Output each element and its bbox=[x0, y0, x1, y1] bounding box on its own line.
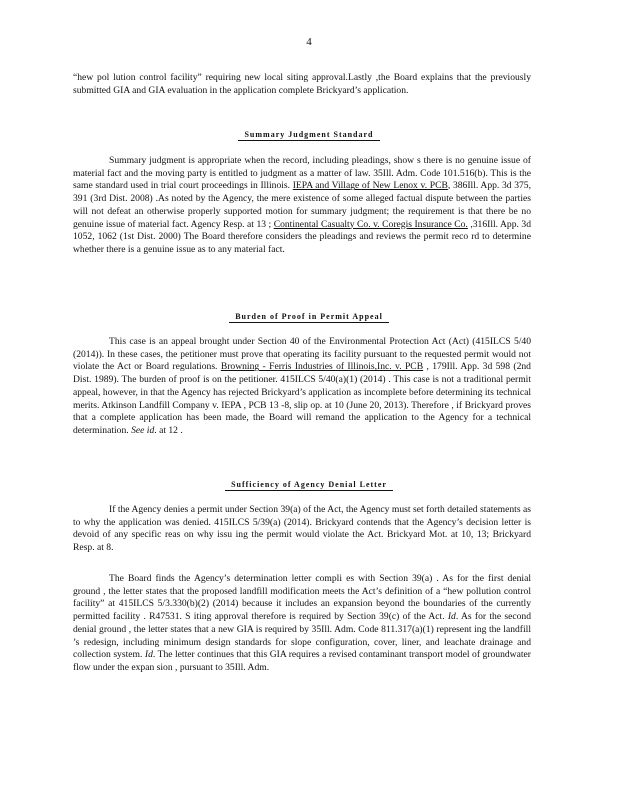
heading-text: Summary Judgment Standard bbox=[238, 130, 379, 141]
paragraph-summary-judgment bbox=[73, 155, 531, 257]
paragraph-text bbox=[73, 155, 531, 257]
case-citation: Browning - Ferris Industries of Illinois,Inc. v. PCB bbox=[220, 361, 424, 373]
section-heading-summary-judgment bbox=[0, 130, 618, 141]
text-run: . at 12 . bbox=[154, 424, 183, 436]
signal-see-id: See id bbox=[131, 424, 155, 436]
paragraph-text bbox=[73, 573, 531, 675]
text-run: . The letter continues that this GIA requires a revised contaminant transport model of groundwater flow under the expan sion , pursuant to 35Ill. Adm. bbox=[73, 649, 531, 673]
paragraph-text: If the Agency denies a permit under Section 39(a) of the Act, the Agency must set forth detailed statements as to why the application was denied. 415ILCS 5/39(a) (2014). Brickyard contends that the Agency’s decision letter is devoid of any specific reas on why issu ing the permit would violate the Act. Brickyard Mot. at 10, 13; Brickyard Resp. at 8. bbox=[73, 504, 531, 554]
signal-id: Id bbox=[447, 611, 456, 623]
paragraph-burden-of-proof bbox=[73, 336, 531, 438]
section-heading-sufficiency bbox=[0, 480, 618, 491]
heading-text: Sufficiency of Agency Denial Letter bbox=[225, 480, 393, 491]
text-run: . As for the second denial ground , the letter states that a new GIA is required by 35Ill. Adm. Code 811.317(a)(1) represent ing the landfill ’s redesign, including minimum design standards for slope configuration, cover, liner, and leachate drainage and collection system. bbox=[73, 611, 531, 661]
text-run: , 179Ill. App. 3d 598 (2nd Dist. 1989). The burden of proof is on the petitioner. 415ILCS 5/40(a)(1) (2014) . This case is not a traditional permit appeal, however, in that the Agency has rejected Brickyard’s application as incomplete before determining its technical merits. Atkinson Landfill Company v. IEPA , PCB 13 -8, slip op. at 10 (June 20, 2013). Therefore , if Brickyard proves that a complete application has been made, the Board will remand the application to the Agency for a technical determination. bbox=[73, 361, 531, 436]
text-run: This case is an appeal brought under Section 40 of the Environmental Protection Act (Act) (415ILCS 5/40 (2014)). In these cases, the petitioner must prove that operating its facility pursuant to the requested permit would not violate the Act or Board regulations. bbox=[73, 336, 531, 373]
case-citation: IEPA and Village of New Lenox v. PCB bbox=[292, 180, 448, 192]
paragraph-text: “hew pol lution control facility” requiring new local siting approval.Lastly ,the Board explains that the previously submitted GIA and GIA evaluation in the application complete Brickyard’s application. bbox=[73, 72, 531, 96]
section-heading-burden-of-proof bbox=[0, 312, 618, 323]
text-run: ,316Ill. App. 3d 1052, 1062 (1st Dist. 2000) The Board therefore considers the pleadings and reviews the permit reco rd to determine whether there is a genuine issue as to any material fact. bbox=[73, 218, 531, 255]
text-run: The Board finds the Agency’s determination letter compli es with Section 39(a) . As for the first denial ground , the letter states that the proposed landfill modification meets the Act’s definition of a “hew pollution control facility” at 415ILCS 5/3.330(b)(2) (2014) because it includes an expansion beyond the boundaries of the currently permitted facility . R47531. S iting approval therefore is required by Section 39(c) of the Act. bbox=[73, 573, 531, 623]
case-citation: Continental Casualty Co. v. Coregis Insurance Co. bbox=[273, 218, 468, 230]
paragraph-text bbox=[73, 336, 531, 438]
paragraph-board-finding bbox=[73, 573, 531, 675]
paragraph-intro-continuation bbox=[73, 72, 531, 97]
text-run: , 386Ill. App. 3d 375, 391 (3rd Dist. 2008) .As noted by the Agency, the mere existence of some alleged factual dispute between the parties will not defeat an otherwise properly supported motion for summary judgment; the requirement is that there be no genuine issue of material fact. Agency Resp. at 13 ; bbox=[73, 180, 531, 230]
heading-text: Burden of Proof in Permit Appeal bbox=[229, 312, 389, 323]
paragraph-agency-denial bbox=[73, 504, 531, 555]
text-run: Summary judgment is appropriate when the record, including pleadings, show s there is no genuine issue of material fact and the moving party is entitled to judgment as a matter of law. 35Ill. Adm. Code 101.516(b). This is the same standard used in trial court proceedings in Illinois. bbox=[73, 155, 531, 192]
page-number: 4 bbox=[306, 36, 312, 48]
signal-id: Id bbox=[144, 649, 153, 661]
